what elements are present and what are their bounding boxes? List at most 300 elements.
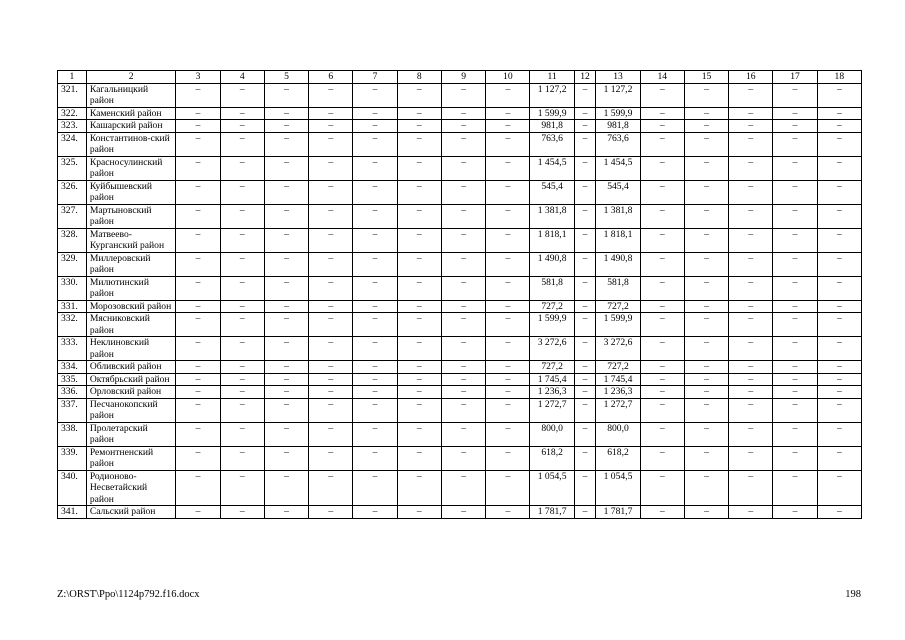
cell-dash: – [220,337,264,361]
cell-dash: – [486,337,530,361]
cell-dash: – [353,83,397,107]
column-header: 5 [264,71,308,84]
page-number: 198 [845,589,861,600]
district-name: Куйбышевский район [86,180,176,204]
cell-dash: – [486,506,530,519]
cell-dash: – [353,446,397,470]
cell-dash: – [574,107,596,120]
cell-dash: – [817,470,861,506]
cell-dash: – [486,107,530,120]
cell-dash: – [441,446,485,470]
cell-col-13: 727,2 [596,300,640,313]
cell-dash: – [817,337,861,361]
cell-dash: – [441,252,485,276]
cell-dash: – [640,398,684,422]
cell-dash: – [640,337,684,361]
cell-col-11: 1 381,8 [530,204,574,228]
cell-dash: – [264,337,308,361]
district-name: Мясниковский район [86,313,176,337]
cell-dash: – [441,361,485,374]
cell-dash: – [640,373,684,386]
table-row [58,83,862,107]
cell-dash: – [574,204,596,228]
cell-dash: – [486,132,530,156]
cell-dash: – [397,252,441,276]
cell-dash: – [773,470,817,506]
cell-dash: – [309,470,353,506]
district-name: Неклиновский район [86,337,176,361]
cell-dash: – [309,83,353,107]
cell-dash: – [264,83,308,107]
cell-dash: – [176,422,220,446]
cell-dash: – [729,446,773,470]
cell-dash: – [264,422,308,446]
cell-col-11: 581,8 [530,276,574,300]
cell-dash: – [176,386,220,399]
row-number: 325. [58,156,87,180]
column-header: 13 [596,71,640,84]
cell-col-13: 727,2 [596,361,640,374]
district-name: Матвеево-Курганский район [86,228,176,252]
cell-dash: – [397,361,441,374]
cell-dash: – [397,506,441,519]
cell-dash: – [574,300,596,313]
cell-col-11: 3 272,6 [530,337,574,361]
cell-dash: – [397,300,441,313]
cell-dash: – [264,386,308,399]
cell-dash: – [640,132,684,156]
cell-dash: – [353,107,397,120]
district-name: Кагальницкий район [86,83,176,107]
cell-dash: – [729,180,773,204]
cell-dash: – [817,107,861,120]
cell-dash: – [574,506,596,519]
cell-dash: – [574,313,596,337]
cell-col-11: 1 236,3 [530,386,574,399]
cell-dash: – [441,470,485,506]
cell-dash: – [640,83,684,107]
cell-col-11: 618,2 [530,446,574,470]
cell-dash: – [220,506,264,519]
column-header: 2 [86,71,176,84]
row-number: 341. [58,506,87,519]
cell-dash: – [640,276,684,300]
cell-dash: – [574,373,596,386]
cell-dash: – [729,300,773,313]
cell-dash: – [640,422,684,446]
cell-dash: – [309,313,353,337]
cell-dash: – [397,313,441,337]
district-name: Мартыновский район [86,204,176,228]
cell-col-13: 1 781,7 [596,506,640,519]
cell-dash: – [773,252,817,276]
cell-dash: – [176,300,220,313]
table-row [58,120,862,133]
cell-dash: – [353,132,397,156]
cell-dash: – [353,204,397,228]
cell-dash: – [574,252,596,276]
cell-dash: – [353,180,397,204]
cell-dash: – [817,373,861,386]
table-row [58,107,862,120]
cell-dash: – [817,361,861,374]
cell-dash: – [684,252,728,276]
cell-dash: – [353,156,397,180]
cell-col-13: 618,2 [596,446,640,470]
column-header: 3 [176,71,220,84]
cell-dash: – [684,313,728,337]
cell-dash: – [353,120,397,133]
row-number: 328. [58,228,87,252]
cell-dash: – [220,107,264,120]
row-number: 338. [58,422,87,446]
cell-dash: – [309,337,353,361]
cell-dash: – [176,470,220,506]
cell-dash: – [264,506,308,519]
cell-dash: – [441,386,485,399]
cell-dash: – [264,398,308,422]
cell-dash: – [397,470,441,506]
cell-dash: – [817,180,861,204]
cell-dash: – [441,337,485,361]
cell-dash: – [486,120,530,133]
cell-dash: – [486,313,530,337]
cell-dash: – [773,313,817,337]
table-row [58,313,862,337]
cell-dash: – [264,180,308,204]
cell-dash: – [264,276,308,300]
district-name: Сальский район [86,506,176,519]
cell-dash: – [574,276,596,300]
cell-dash: – [729,132,773,156]
cell-dash: – [729,373,773,386]
cell-dash: – [441,180,485,204]
footer-file-path: Z:\ORST\Ppo\1124p792.f16.docx [57,589,200,600]
cell-dash: – [486,470,530,506]
cell-dash: – [264,373,308,386]
cell-dash: – [729,422,773,446]
table-row [58,276,862,300]
cell-dash: – [264,132,308,156]
column-header: 16 [729,71,773,84]
cell-dash: – [309,228,353,252]
cell-dash: – [309,361,353,374]
cell-dash: – [574,83,596,107]
cell-dash: – [176,313,220,337]
table-row [58,386,862,399]
cell-col-11: 1 490,8 [530,252,574,276]
cell-dash: – [684,300,728,313]
cell-col-13: 1 599,9 [596,313,640,337]
cell-dash: – [640,107,684,120]
cell-dash: – [176,276,220,300]
cell-dash: – [176,156,220,180]
cell-dash: – [817,83,861,107]
cell-dash: – [574,132,596,156]
cell-dash: – [220,300,264,313]
cell-dash: – [441,506,485,519]
cell-dash: – [397,120,441,133]
cell-dash: – [773,156,817,180]
row-number: 335. [58,373,87,386]
cell-dash: – [353,300,397,313]
cell-dash: – [353,313,397,337]
cell-dash: – [220,313,264,337]
cell-dash: – [397,398,441,422]
row-number: 327. [58,204,87,228]
cell-dash: – [684,180,728,204]
cell-col-11: 1 272,7 [530,398,574,422]
cell-col-13: 3 272,6 [596,337,640,361]
cell-dash: – [773,361,817,374]
cell-dash: – [640,313,684,337]
cell-col-13: 545,4 [596,180,640,204]
cell-dash: – [684,470,728,506]
cell-dash: – [773,398,817,422]
cell-col-13: 1 127,2 [596,83,640,107]
cell-dash: – [773,132,817,156]
cell-dash: – [353,398,397,422]
column-header: 1 [58,71,87,84]
cell-dash: – [684,276,728,300]
cell-dash: – [397,156,441,180]
column-header: 6 [309,71,353,84]
cell-dash: – [441,276,485,300]
cell-dash: – [176,446,220,470]
row-number: 323. [58,120,87,133]
cell-dash: – [353,252,397,276]
cell-dash: – [729,252,773,276]
cell-dash: – [729,156,773,180]
row-number: 322. [58,107,87,120]
cell-dash: – [264,120,308,133]
cell-dash: – [309,107,353,120]
cell-dash: – [309,120,353,133]
column-header: 4 [220,71,264,84]
cell-dash: – [574,156,596,180]
table-row [58,204,862,228]
cell-dash: – [264,252,308,276]
column-header: 10 [486,71,530,84]
cell-dash: – [574,398,596,422]
cell-dash: – [220,120,264,133]
cell-col-11: 1 781,7 [530,506,574,519]
cell-dash: – [486,204,530,228]
cell-dash: – [441,300,485,313]
column-header: 15 [684,71,728,84]
cell-dash: – [729,361,773,374]
cell-dash: – [176,204,220,228]
cell-dash: – [684,132,728,156]
cell-dash: – [441,156,485,180]
cell-dash: – [640,470,684,506]
district-name: Милютинский район [86,276,176,300]
cell-dash: – [817,252,861,276]
row-number: 330. [58,276,87,300]
cell-dash: – [441,422,485,446]
cell-dash: – [684,386,728,399]
cell-dash: – [684,107,728,120]
cell-dash: – [729,313,773,337]
row-number: 331. [58,300,87,313]
cell-dash: – [397,228,441,252]
cell-dash: – [684,228,728,252]
column-header: 18 [817,71,861,84]
district-name: Ремонтненский район [86,446,176,470]
table-row [58,132,862,156]
district-name: Каменский район [86,107,176,120]
cell-dash: – [640,361,684,374]
cell-dash: – [441,204,485,228]
cell-dash: – [773,228,817,252]
cell-dash: – [773,446,817,470]
cell-dash: – [220,422,264,446]
data-table [57,70,862,519]
cell-dash: – [817,120,861,133]
cell-dash: – [353,337,397,361]
cell-dash: – [353,506,397,519]
table-row [58,361,862,374]
cell-dash: – [486,83,530,107]
row-number: 336. [58,386,87,399]
district-name: Кашарский район [86,120,176,133]
cell-dash: – [486,422,530,446]
cell-dash: – [309,386,353,399]
cell-dash: – [640,180,684,204]
cell-dash: – [640,386,684,399]
cell-dash: – [353,386,397,399]
column-header: 12 [574,71,596,84]
cell-dash: – [264,470,308,506]
cell-col-11: 1 599,9 [530,313,574,337]
cell-dash: – [220,204,264,228]
cell-dash: – [640,446,684,470]
cell-col-13: 763,6 [596,132,640,156]
cell-dash: – [574,422,596,446]
district-name: Красносулинский район [86,156,176,180]
cell-dash: – [264,361,308,374]
cell-dash: – [176,252,220,276]
table-row [58,180,862,204]
cell-dash: – [309,373,353,386]
district-name: Миллеровский район [86,252,176,276]
cell-dash: – [264,204,308,228]
cell-dash: – [817,313,861,337]
cell-dash: – [729,337,773,361]
cell-col-13: 800,0 [596,422,640,446]
cell-dash: – [176,120,220,133]
cell-dash: – [486,252,530,276]
row-number: 340. [58,470,87,506]
table-row [58,446,862,470]
cell-dash: – [176,398,220,422]
cell-dash: – [309,506,353,519]
cell-dash: – [220,252,264,276]
cell-dash: – [441,83,485,107]
cell-dash: – [309,204,353,228]
cell-dash: – [817,446,861,470]
district-name: Пролетарский район [86,422,176,446]
cell-dash: – [817,276,861,300]
cell-dash: – [220,470,264,506]
cell-dash: – [441,132,485,156]
cell-dash: – [817,204,861,228]
cell-col-13: 1 490,8 [596,252,640,276]
cell-dash: – [773,386,817,399]
row-number: 339. [58,446,87,470]
cell-col-11: 1 127,2 [530,83,574,107]
cell-dash: – [486,180,530,204]
cell-dash: – [684,337,728,361]
cell-dash: – [486,373,530,386]
cell-dash: – [773,337,817,361]
cell-dash: – [574,228,596,252]
cell-dash: – [353,276,397,300]
cell-dash: – [729,83,773,107]
row-number: 333. [58,337,87,361]
row-number: 337. [58,398,87,422]
cell-dash: – [264,156,308,180]
cell-col-13: 1 454,5 [596,156,640,180]
cell-dash: – [220,386,264,399]
district-name: Обливский район [86,361,176,374]
cell-dash: – [397,337,441,361]
cell-dash: – [309,276,353,300]
cell-dash: – [441,373,485,386]
cell-dash: – [773,107,817,120]
cell-dash: – [486,156,530,180]
cell-dash: – [773,120,817,133]
table-row [58,156,862,180]
cell-dash: – [220,373,264,386]
cell-col-11: 1 054,5 [530,470,574,506]
cell-dash: – [817,398,861,422]
cell-dash: – [729,276,773,300]
cell-col-13: 1 236,3 [596,386,640,399]
column-header: 17 [773,71,817,84]
cell-dash: – [684,361,728,374]
cell-dash: – [640,506,684,519]
cell-dash: – [817,132,861,156]
cell-col-13: 1 054,5 [596,470,640,506]
cell-dash: – [176,83,220,107]
cell-dash: – [684,373,728,386]
cell-dash: – [309,132,353,156]
cell-dash: – [684,446,728,470]
cell-dash: – [486,398,530,422]
cell-dash: – [817,422,861,446]
cell-dash: – [729,204,773,228]
cell-dash: – [309,446,353,470]
cell-dash: – [729,470,773,506]
cell-dash: – [574,446,596,470]
cell-col-13: 1 272,7 [596,398,640,422]
row-number: 321. [58,83,87,107]
cell-dash: – [773,83,817,107]
cell-dash: – [441,120,485,133]
cell-dash: – [684,422,728,446]
cell-dash: – [264,228,308,252]
cell-dash: – [353,422,397,446]
cell-dash: – [397,373,441,386]
cell-dash: – [684,204,728,228]
cell-dash: – [176,373,220,386]
cell-dash: – [220,276,264,300]
cell-dash: – [684,398,728,422]
table-header-row [58,71,862,84]
cell-dash: – [220,398,264,422]
cell-dash: – [220,156,264,180]
